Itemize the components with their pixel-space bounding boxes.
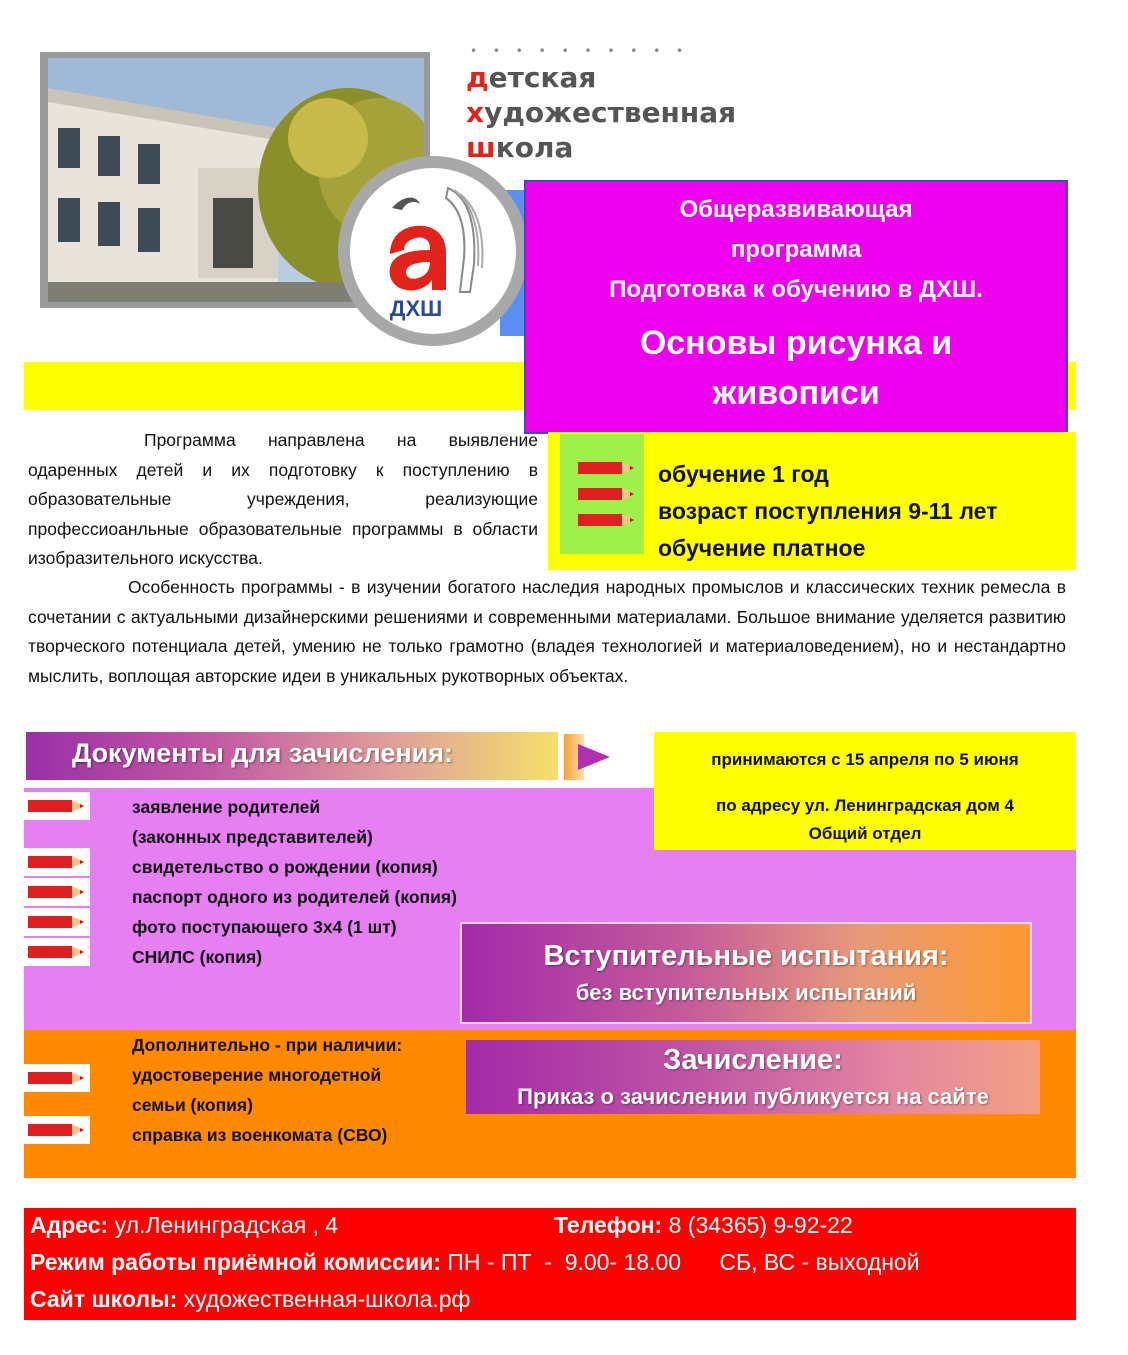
footer-address: Адрес: ул.Ленинградская , 4	[30, 1212, 339, 1238]
documents-title: Документы для зачисления:	[72, 738, 454, 768]
pencil-cell	[24, 938, 90, 966]
info-payment: обучение платное	[658, 535, 866, 561]
entrance-tests-banner	[460, 922, 1032, 1024]
footer-phone: Телефон: 8 (34365) 9-92-22	[554, 1212, 853, 1238]
pencil-cell	[24, 792, 90, 820]
enrollment-banner	[466, 1040, 1040, 1114]
info-duration: обучение 1 год	[658, 461, 829, 487]
decorative-dots: • • • • • • • • • •	[470, 44, 690, 58]
pencil-cell	[24, 878, 90, 906]
contact-footer	[24, 1208, 1076, 1320]
document-item: заявление родителей	[132, 797, 321, 817]
description-paragraph-2: Особенность программы - в изучении богатого наследия народных промыслов и классических техник ремесла в сочетании с актуальными дизайнерскими решениями и современными материалами. Большое внимание уделяется развитию творческого потенциала детей, умению не только грамотно (владея технологией и материаловедением), но и нестандартно мыслить, воплощая авторские идеи в уникальных рукотворных объектах.	[28, 577, 1066, 686]
document-item: СНИЛС (копия)	[132, 947, 263, 967]
acceptance-dates-box	[654, 732, 1076, 850]
program-line-2: программа	[730, 236, 862, 263]
pencil-icon	[28, 1072, 84, 1084]
entrance-tests-subtitle: без вступительных испытаний	[575, 980, 917, 1005]
school-name-line-1: детская	[466, 61, 597, 94]
school-logo	[350, 168, 516, 334]
document-item: фото поступающего 3х4 (1 шт)	[132, 917, 397, 937]
extra-heading: Дополнительно - при наличии:	[132, 1035, 403, 1055]
document-item: (законных представителей)	[132, 827, 373, 847]
info-age: возраст поступления 9-11 лет	[658, 498, 998, 524]
pencil-cell	[24, 908, 90, 936]
school-name-line-3: школа	[466, 131, 574, 164]
extra-documents-list	[132, 1030, 402, 1150]
pencil-icon	[28, 800, 84, 812]
acceptance-dates: принимаются с 15 апреля по 5 июня	[711, 750, 1019, 769]
program-line-5: живописи	[712, 374, 880, 412]
footer-website[interactable]: Сайт школы: художественная-школа.рф	[30, 1286, 471, 1312]
acceptance-address: по адресу ул. Ленинградская дом 4	[716, 796, 1014, 815]
pencil-icon	[28, 916, 84, 928]
pencil-icon	[578, 462, 634, 474]
extra-item: справка из военкомата (СВО)	[132, 1125, 388, 1145]
entrance-tests-title: Вступительные испытания:	[543, 940, 949, 972]
footer-hours: Режим работы приёмной комиссии: ПН - ПТ - 9.00- 18.00 СБ, ВС - выходной	[30, 1249, 920, 1275]
pencil-cell	[24, 1116, 90, 1144]
enrollment-subtitle: Приказ о зачислении публикуется на сайте	[517, 1084, 989, 1109]
pencil-icon	[28, 946, 84, 958]
school-name-line-2: художественная	[466, 96, 737, 129]
pencil-icon	[28, 1124, 84, 1136]
description-paragraph-1: Программа направлена на выявление одаренных детей и их подготовку к поступлению в образовательные учреждения, реализующие профессиоанльные образовательные программы в области изобразительного искусства.	[28, 430, 538, 568]
logo-text: ДХШ	[389, 296, 443, 321]
arrow-right-icon	[564, 734, 610, 780]
program-line-4: Основы рисунка и	[639, 324, 953, 362]
extra-item: удостоверение многодетной	[132, 1065, 382, 1085]
extra-item: семьи (копия)	[132, 1095, 253, 1115]
program-line-3: Подготовка к обучению в ДХШ.	[609, 276, 983, 303]
documents-list	[132, 792, 457, 972]
pencil-icon	[28, 886, 84, 898]
program-title-box	[524, 180, 1068, 434]
pencil-icon	[578, 488, 634, 500]
pencil-cell	[24, 848, 90, 876]
pencil-icon	[28, 856, 84, 868]
acceptance-department: Общий отдел	[808, 824, 922, 843]
document-item: паспорт одного из родителей (копия)	[132, 887, 457, 907]
enrollment-title: Зачисление:	[663, 1044, 843, 1076]
pencil-cell	[24, 1064, 90, 1092]
school-name	[466, 60, 736, 165]
info-list	[658, 456, 997, 567]
document-item: свидетельство о рождении (копия)	[132, 857, 438, 877]
program-line-1: Общеразвивающая	[679, 196, 913, 223]
pencil-icon	[578, 514, 634, 526]
